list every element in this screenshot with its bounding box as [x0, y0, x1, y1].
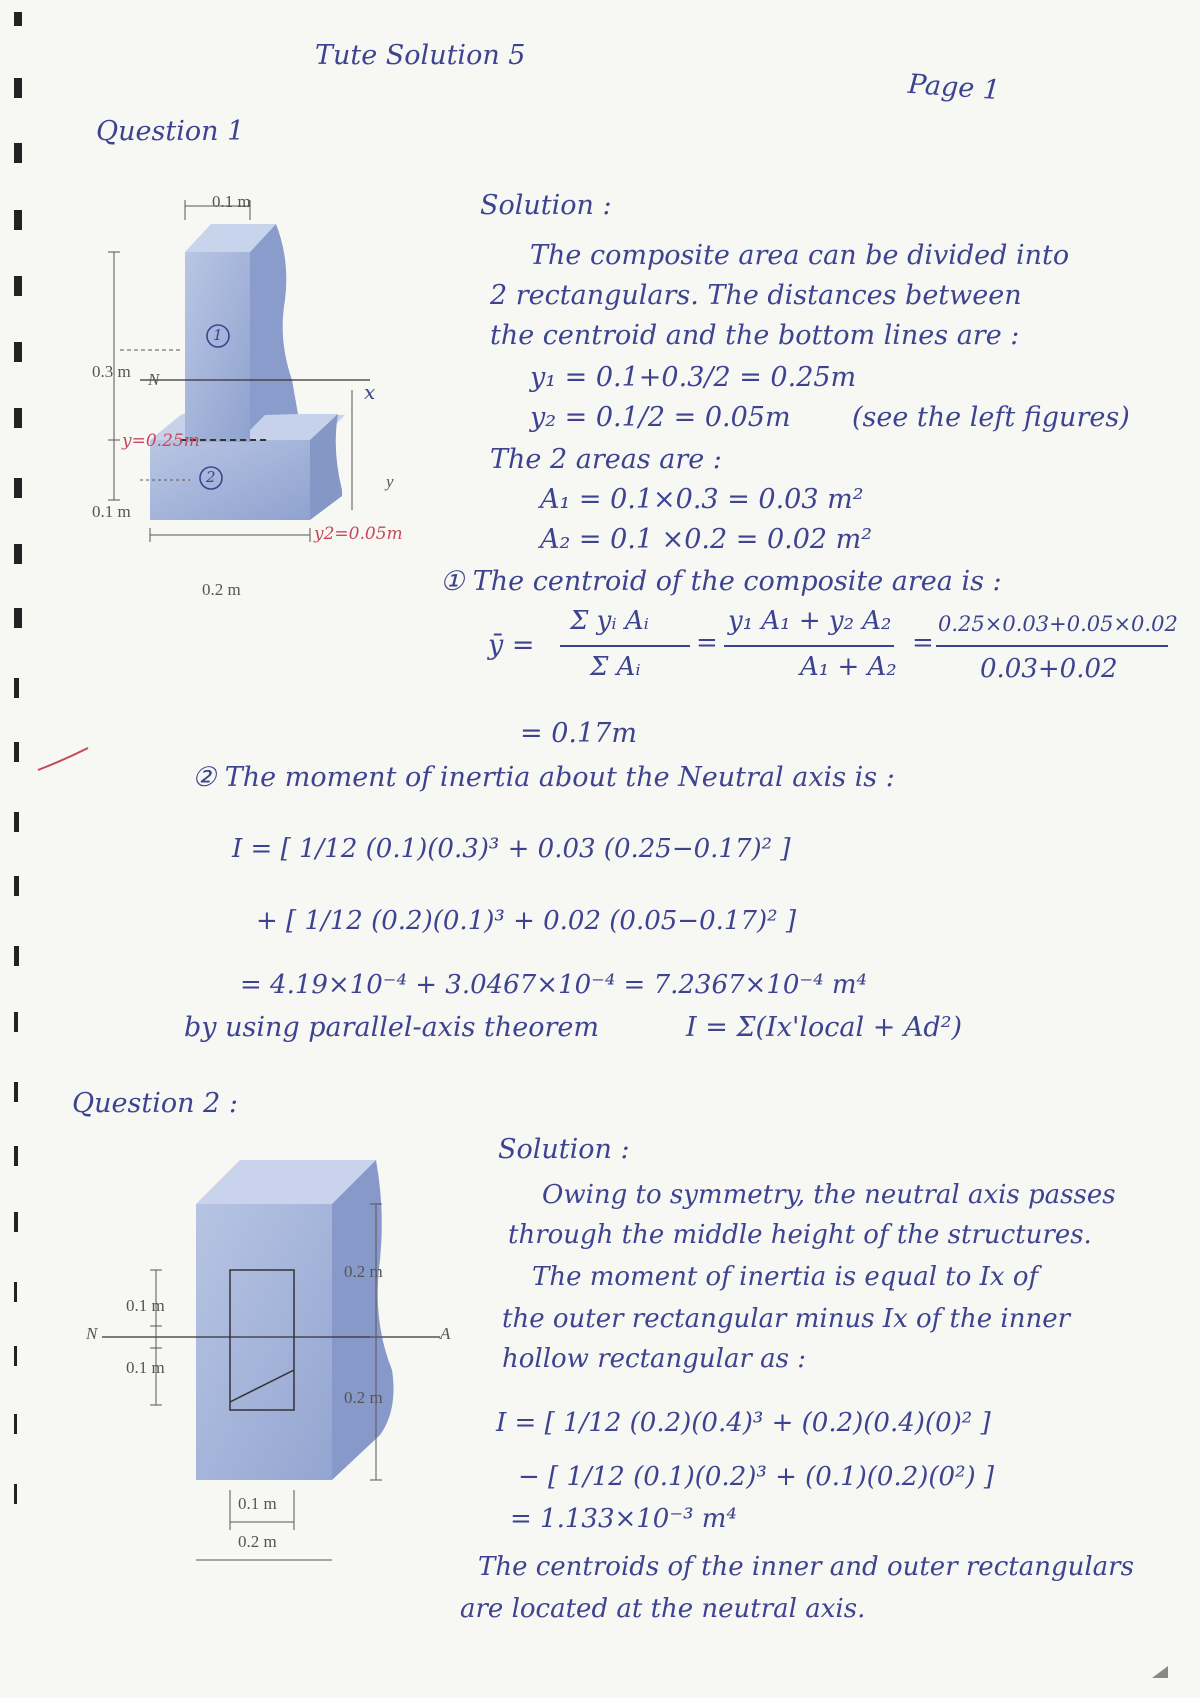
theorem-formula: I = Σ(Ix'local + Ad²) — [686, 1012, 963, 1043]
q1-line: 2 rectangulars. The distances between — [490, 280, 1022, 311]
red-check-mark — [34, 740, 94, 780]
frac2-den: A₁ + A₂ — [800, 652, 897, 682]
theorem-text: by using parallel-axis theorem — [184, 1012, 600, 1043]
q2-formula-line: I = [ 1/12 (0.2)(0.4)³ + (0.2)(0.4)(0)² ] — [496, 1408, 991, 1438]
q1-line: The composite area can be divided into — [530, 240, 1070, 271]
ybar-eq3: = — [912, 628, 934, 658]
frac1-num: Σ yᵢ Aᵢ — [570, 606, 649, 636]
q1-y-label: y — [386, 472, 394, 491]
frac3-num: 0.25×0.03+0.05×0.02 — [938, 612, 1178, 636]
moment-heading: ② The moment of inertia about the Neutral axis is : — [192, 762, 895, 793]
ybar-eq2: = — [696, 628, 718, 658]
corner-mark — [1150, 1664, 1170, 1680]
q1-circle-2: 2 — [206, 468, 216, 486]
q1-line: (see the left figures) — [852, 402, 1130, 433]
moment-line: = 4.19×10⁻⁴ + 3.0467×10⁻⁴ = 7.2367×10⁻⁴ m⁴ — [240, 970, 867, 1000]
frac2-num: y₁ A₁ + y₂ A₂ — [728, 606, 892, 636]
q1-x-label: x — [364, 380, 376, 404]
q2-line: The moment of inertia is equal to Ix of — [532, 1262, 1039, 1292]
frac1-den: Σ Aᵢ — [590, 652, 641, 682]
q1-line: y₂ = 0.1/2 = 0.05m — [530, 402, 791, 433]
q2-dim-left-upper: 0.1 m — [126, 1296, 165, 1315]
moment-line: I = [ 1/12 (0.1)(0.3)³ + 0.03 (0.25−0.17)² ] — [232, 834, 791, 864]
moment-line: + [ 1/12 (0.2)(0.1)³ + 0.02 (0.05−0.17)² ] — [256, 906, 796, 936]
q1-circle-1: 1 — [213, 326, 223, 344]
q2-dim-bottom-outer: 0.2 m — [238, 1532, 277, 1551]
frac1-line — [560, 645, 690, 647]
page-number: Page 1 — [907, 68, 1002, 107]
q2-line: Owing to symmetry, the neutral axis passes — [542, 1180, 1116, 1210]
q1-ybar-label: y=0.25m — [122, 431, 200, 451]
q2-a-label: A — [440, 1324, 451, 1343]
q2-dim-bottom-inner: 0.1 m — [238, 1494, 277, 1513]
q2-solution-label: Solution : — [498, 1134, 630, 1165]
q2-dim-bottom-right: 0.2 m — [344, 1388, 383, 1407]
q1-line: y₁ = 0.1+0.3/2 = 0.25m — [530, 362, 857, 393]
q2-line: hollow rectangular as : — [502, 1344, 807, 1374]
q1-heading: Question 1 — [96, 116, 245, 147]
q1-dim-top: 0.1 m — [212, 192, 251, 211]
q2-dim-top-right: 0.2 m — [344, 1262, 383, 1281]
q2-closing-line: are located at the neutral axis. — [460, 1594, 866, 1624]
q1-dim-left: 0.3 m — [92, 362, 131, 381]
q2-line: the outer rectangular minus Ix of the inner — [502, 1304, 1071, 1334]
frac2-line — [724, 645, 894, 647]
q1-line: A₂ = 0.1 ×0.2 = 0.02 m² — [540, 524, 873, 555]
q2-formula-line: − [ 1/12 (0.1)(0.2)³ + (0.1)(0.2)(0²) ] — [518, 1462, 995, 1492]
q1-dim-bottom: 0.2 m — [202, 580, 241, 599]
page-title: Tute Solution 5 — [315, 40, 526, 71]
q1-line: the centroid and the bottom lines are : — [490, 320, 1020, 351]
q1-dim-lower: 0.1 m — [92, 502, 131, 521]
q2-heading: Question 2 : — [72, 1088, 238, 1119]
q1-neutral-label: N — [148, 370, 160, 389]
ybar-result: = 0.17m — [520, 718, 637, 749]
frac3-line — [936, 645, 1168, 647]
q1-line: ① The centroid of the composite area is : — [440, 566, 1002, 597]
q1-y2-label: y2=0.05m — [314, 524, 403, 544]
q2-closing-line: The centroids of the inner and outer rectangulars — [478, 1552, 1134, 1582]
q2-line: through the middle height of the structures. — [508, 1220, 1092, 1250]
ybar-lhs: ȳ = — [488, 630, 535, 661]
q1-line: A₁ = 0.1×0.3 = 0.03 m² — [540, 484, 864, 515]
q2-n-label: N — [86, 1324, 98, 1343]
q1-solution-label: Solution : — [480, 190, 612, 221]
frac3-den: 0.03+0.02 — [980, 654, 1118, 684]
q1-line: The 2 areas are : — [490, 444, 722, 475]
q2-dim-left-lower: 0.1 m — [126, 1358, 165, 1377]
q2-formula-line: = 1.133×10⁻³ m⁴ — [510, 1504, 737, 1534]
